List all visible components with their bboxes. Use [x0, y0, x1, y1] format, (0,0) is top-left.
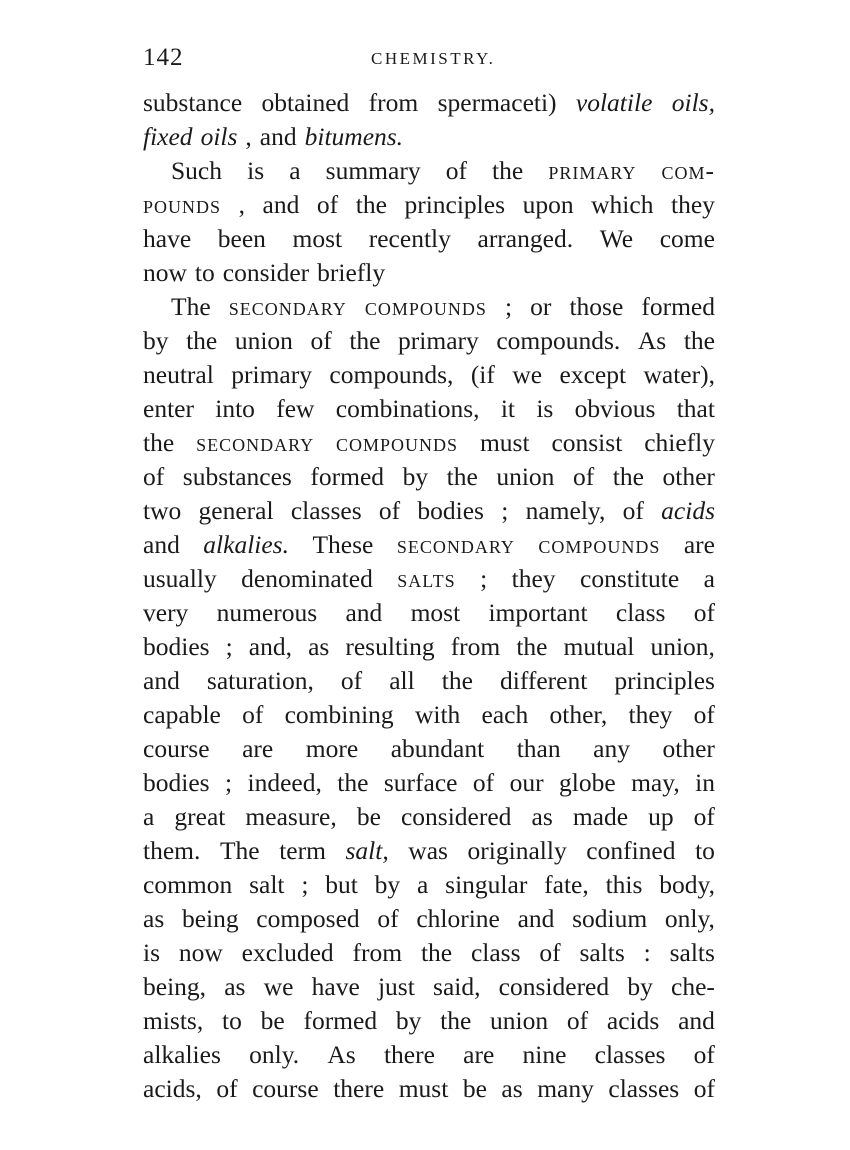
- word: is: [536, 394, 554, 423]
- word: of: [693, 1040, 715, 1069]
- word: che-: [671, 972, 715, 1001]
- word: each: [481, 700, 529, 729]
- word: :: [643, 938, 651, 967]
- word: singular: [445, 870, 528, 899]
- word: acids,: [143, 1074, 202, 1103]
- page-number: 142: [143, 44, 184, 71]
- word: considered: [400, 802, 512, 831]
- word: may,: [631, 768, 680, 797]
- word: summary: [325, 156, 421, 185]
- word: ;: [501, 496, 509, 525]
- word: of: [445, 156, 467, 185]
- word: the: [612, 462, 644, 491]
- word: be: [356, 802, 381, 831]
- word: As: [327, 1040, 356, 1069]
- word: of: [143, 462, 165, 491]
- word: they: [628, 700, 673, 729]
- word: the: [349, 326, 381, 355]
- word: is: [247, 156, 265, 185]
- text-line: [143, 630, 715, 664]
- word: ,: [245, 122, 252, 151]
- word: considered: [498, 972, 610, 1001]
- word: the: [355, 190, 387, 219]
- word: ;: [504, 292, 513, 321]
- word: only,: [664, 904, 715, 933]
- word: with: [414, 700, 461, 729]
- word: The: [219, 836, 260, 865]
- word: secondary: [396, 530, 515, 559]
- word: acids: [661, 496, 715, 525]
- text-line: [143, 970, 715, 1004]
- text-line: [143, 732, 715, 766]
- word: by: [374, 870, 401, 899]
- word: this: [605, 870, 643, 899]
- word: by: [627, 972, 653, 1001]
- word: and: [143, 666, 180, 695]
- word: to: [194, 258, 215, 287]
- text-line: [143, 86, 715, 120]
- word: (if: [470, 360, 495, 389]
- word: the: [441, 666, 473, 695]
- text-line: [143, 358, 715, 392]
- text-line: [143, 154, 715, 188]
- word: few: [276, 394, 315, 423]
- word: by: [395, 1006, 422, 1035]
- word: composed: [256, 904, 360, 933]
- word: obtained: [261, 88, 350, 117]
- text-line: [143, 392, 715, 426]
- word: denominated: [241, 564, 373, 593]
- word: union: [490, 1006, 549, 1035]
- word: from: [450, 632, 501, 661]
- word: and: [262, 190, 300, 219]
- word: com-: [661, 156, 715, 185]
- word: salt: [249, 870, 285, 899]
- word: of: [693, 700, 715, 729]
- word: union,: [650, 632, 715, 661]
- word: measure,: [245, 802, 337, 831]
- text-line: [143, 222, 715, 256]
- word: of: [377, 904, 399, 933]
- word: As: [637, 326, 667, 355]
- word: oils,: [671, 88, 715, 117]
- word: salts: [397, 564, 456, 593]
- word: substances: [182, 462, 292, 491]
- text-line: [143, 800, 715, 834]
- word: formed: [641, 292, 715, 321]
- word: many: [537, 1074, 594, 1103]
- word: globe: [559, 768, 616, 797]
- text-line: [143, 698, 715, 732]
- word: a: [289, 156, 301, 185]
- word: by: [402, 462, 429, 491]
- word: primary: [398, 326, 479, 355]
- word: These: [312, 530, 374, 559]
- word: Such: [171, 156, 222, 185]
- word: of: [566, 1006, 589, 1035]
- word: now: [178, 938, 223, 967]
- word: up: [648, 802, 674, 831]
- word: chiefly: [644, 428, 715, 457]
- word: and: [259, 122, 297, 151]
- word: chlorine: [416, 904, 500, 933]
- word: mists,: [143, 1006, 204, 1035]
- word: of: [378, 496, 401, 525]
- word: we: [512, 360, 543, 389]
- word: secondary: [196, 428, 315, 457]
- word: of: [316, 190, 339, 219]
- word: be: [260, 1006, 285, 1035]
- word: confined: [586, 836, 676, 865]
- word: formed: [303, 1006, 378, 1035]
- word: been: [217, 224, 266, 253]
- word: made: [572, 802, 629, 831]
- word: a: [703, 564, 715, 593]
- word: now: [143, 258, 187, 287]
- text-line: [143, 596, 715, 630]
- text-line: [143, 1038, 715, 1072]
- word: come: [659, 224, 715, 253]
- word: our: [509, 768, 544, 797]
- word: of: [310, 326, 332, 355]
- word: except: [559, 360, 627, 389]
- word: course: [252, 1074, 319, 1103]
- word: classes: [594, 1040, 666, 1069]
- text-line: [143, 528, 715, 562]
- word: consist: [551, 428, 623, 457]
- word: by: [143, 326, 169, 355]
- word: into: [215, 394, 255, 423]
- word: we: [263, 972, 294, 1001]
- word: of: [693, 598, 715, 627]
- word: which: [591, 190, 654, 219]
- word: excluded: [241, 938, 334, 967]
- word: as: [143, 904, 165, 933]
- word: as: [308, 632, 330, 661]
- word: must: [479, 428, 530, 457]
- word: primary: [231, 360, 312, 389]
- word: a: [143, 802, 155, 831]
- text-line: [143, 188, 715, 222]
- word: class: [615, 598, 666, 627]
- word: and: [678, 1006, 715, 1035]
- word: volatile: [575, 88, 653, 117]
- word: different: [499, 666, 588, 695]
- word: important: [488, 598, 588, 627]
- text-line: [143, 936, 715, 970]
- word: is: [143, 938, 161, 967]
- word: the: [683, 326, 715, 355]
- word: course: [143, 734, 210, 763]
- word: the: [143, 428, 175, 457]
- word: that: [676, 394, 715, 423]
- word: primary: [548, 156, 637, 185]
- word: as: [501, 1074, 523, 1103]
- word: two: [143, 496, 182, 525]
- word: usually: [143, 564, 217, 593]
- text-line: [143, 766, 715, 800]
- word: to: [222, 1006, 242, 1035]
- word: most: [410, 598, 461, 627]
- word: as: [224, 972, 246, 1001]
- word: the: [420, 938, 453, 967]
- word: as: [531, 802, 553, 831]
- word: those: [569, 292, 624, 321]
- word: recently: [368, 224, 451, 253]
- text-line: [143, 664, 715, 698]
- text-line: [143, 1004, 715, 1038]
- word: common: [143, 870, 233, 899]
- word: secondary: [228, 292, 347, 321]
- word: surface: [383, 768, 458, 797]
- word: the: [337, 768, 369, 797]
- word: all: [389, 666, 415, 695]
- word: classes: [608, 1074, 680, 1103]
- word: are: [683, 530, 715, 559]
- word: saturation,: [206, 666, 314, 695]
- word: very: [143, 598, 189, 627]
- word: compounds: [364, 292, 487, 321]
- word: water),: [643, 360, 715, 389]
- word: union: [496, 462, 555, 491]
- word: they: [671, 190, 715, 219]
- word: a: [417, 870, 429, 899]
- word: alkalies.: [203, 530, 289, 559]
- word: constitute: [580, 564, 680, 593]
- running-head: [143, 44, 715, 78]
- word: are: [242, 734, 274, 763]
- word: abundant: [390, 734, 485, 763]
- word: acids: [606, 1006, 660, 1035]
- word: other: [662, 462, 715, 491]
- word: class: [470, 938, 521, 967]
- word: them.: [143, 836, 201, 865]
- word: there: [383, 1040, 435, 1069]
- word: of: [622, 496, 644, 525]
- word: and: [517, 904, 555, 933]
- word: other,: [549, 700, 608, 729]
- word: compounds,: [329, 360, 454, 389]
- word: namely,: [525, 496, 606, 525]
- word: The: [171, 292, 211, 321]
- word: more: [305, 734, 359, 763]
- word: of: [216, 1074, 238, 1103]
- word: union: [234, 326, 293, 355]
- text-line: [143, 834, 715, 868]
- word: the: [446, 462, 478, 491]
- word: they: [511, 564, 556, 593]
- word: of: [340, 666, 363, 695]
- text-line: [143, 324, 715, 358]
- word: combinations,: [335, 394, 480, 423]
- word: spermaceti): [437, 88, 557, 117]
- word: the: [440, 1006, 472, 1035]
- text-line: [143, 902, 715, 936]
- word: than: [516, 734, 561, 763]
- word: there: [333, 1074, 385, 1103]
- word: formed: [310, 462, 385, 491]
- word: briefly: [317, 258, 386, 287]
- word: resulting: [345, 632, 435, 661]
- word: mutual: [563, 632, 635, 661]
- word: said,: [433, 972, 481, 1001]
- word: neutral: [143, 360, 214, 389]
- word: of: [693, 802, 715, 831]
- word: indeed,: [247, 768, 322, 797]
- word: combining: [284, 700, 394, 729]
- word: being,: [143, 972, 207, 1001]
- word: to: [695, 836, 715, 865]
- text-line: [143, 1072, 715, 1106]
- word: salts: [579, 938, 625, 967]
- word: it: [500, 394, 516, 423]
- word: the: [492, 156, 524, 185]
- word: salt,: [345, 836, 389, 865]
- word: ;: [225, 768, 233, 797]
- word: We: [599, 224, 634, 253]
- word: body,: [659, 870, 715, 899]
- word: substance: [143, 88, 243, 117]
- word: sodium: [572, 904, 648, 933]
- word: term: [279, 836, 326, 865]
- text-line: [143, 120, 715, 154]
- word: salts: [669, 938, 715, 967]
- word: and,: [248, 632, 292, 661]
- word: enter: [143, 394, 194, 423]
- word: and: [143, 530, 180, 559]
- text-line: [143, 256, 715, 290]
- word: pounds: [143, 190, 222, 219]
- word: general: [198, 496, 274, 525]
- word: capable: [143, 700, 221, 729]
- word: bodies: [143, 768, 210, 797]
- word: great: [174, 802, 226, 831]
- word: and: [345, 598, 383, 627]
- running-title: CHEMISTRY.: [371, 49, 496, 68]
- text-line: [143, 460, 715, 494]
- word: arranged.: [477, 224, 574, 253]
- word: ;: [480, 564, 488, 593]
- text-line: [143, 426, 715, 460]
- word: compounds: [538, 530, 661, 559]
- word: principles: [404, 190, 506, 219]
- word: consider: [222, 258, 310, 287]
- text-line: [143, 868, 715, 902]
- word: of: [539, 938, 561, 967]
- word: principles: [614, 666, 715, 695]
- word: being: [181, 904, 239, 933]
- text-line: [143, 562, 715, 596]
- word: alkalies: [143, 1040, 221, 1069]
- word: or: [530, 292, 552, 321]
- word: most: [292, 224, 343, 253]
- word: other: [662, 734, 715, 763]
- word: fate,: [544, 870, 589, 899]
- word: have: [143, 224, 192, 253]
- word: upon: [522, 190, 574, 219]
- word: bitumens.: [304, 122, 404, 151]
- word: ;: [301, 870, 309, 899]
- word: be: [462, 1074, 487, 1103]
- text-line: [143, 494, 715, 528]
- word: fixed: [143, 122, 193, 151]
- word: compounds.: [496, 326, 621, 355]
- word: any: [593, 734, 630, 763]
- word: from: [368, 88, 419, 117]
- word: of: [472, 768, 495, 797]
- word: in: [695, 768, 715, 797]
- word: must: [398, 1074, 449, 1103]
- word: from: [352, 938, 403, 967]
- word: nine: [522, 1040, 567, 1069]
- word: only.: [249, 1040, 300, 1069]
- word: ,: [238, 190, 245, 219]
- word: classes: [290, 496, 362, 525]
- word: was: [408, 836, 448, 865]
- word: of: [572, 462, 595, 491]
- word: originally: [467, 836, 567, 865]
- word: just: [377, 972, 415, 1001]
- word: of: [242, 700, 264, 729]
- text-line: [143, 290, 715, 324]
- word: are: [463, 1040, 495, 1069]
- word: have: [311, 972, 360, 1001]
- word: but: [325, 870, 358, 899]
- word: bodies: [143, 632, 210, 661]
- word: bodies: [417, 496, 484, 525]
- word: the: [186, 326, 218, 355]
- word: compounds: [336, 428, 459, 457]
- word: oils: [200, 122, 238, 151]
- word: of: [693, 1074, 715, 1103]
- word: numerous: [216, 598, 318, 627]
- body-text: [143, 86, 715, 1106]
- word: obvious: [574, 394, 656, 423]
- word: ;: [225, 632, 233, 661]
- word: the: [516, 632, 548, 661]
